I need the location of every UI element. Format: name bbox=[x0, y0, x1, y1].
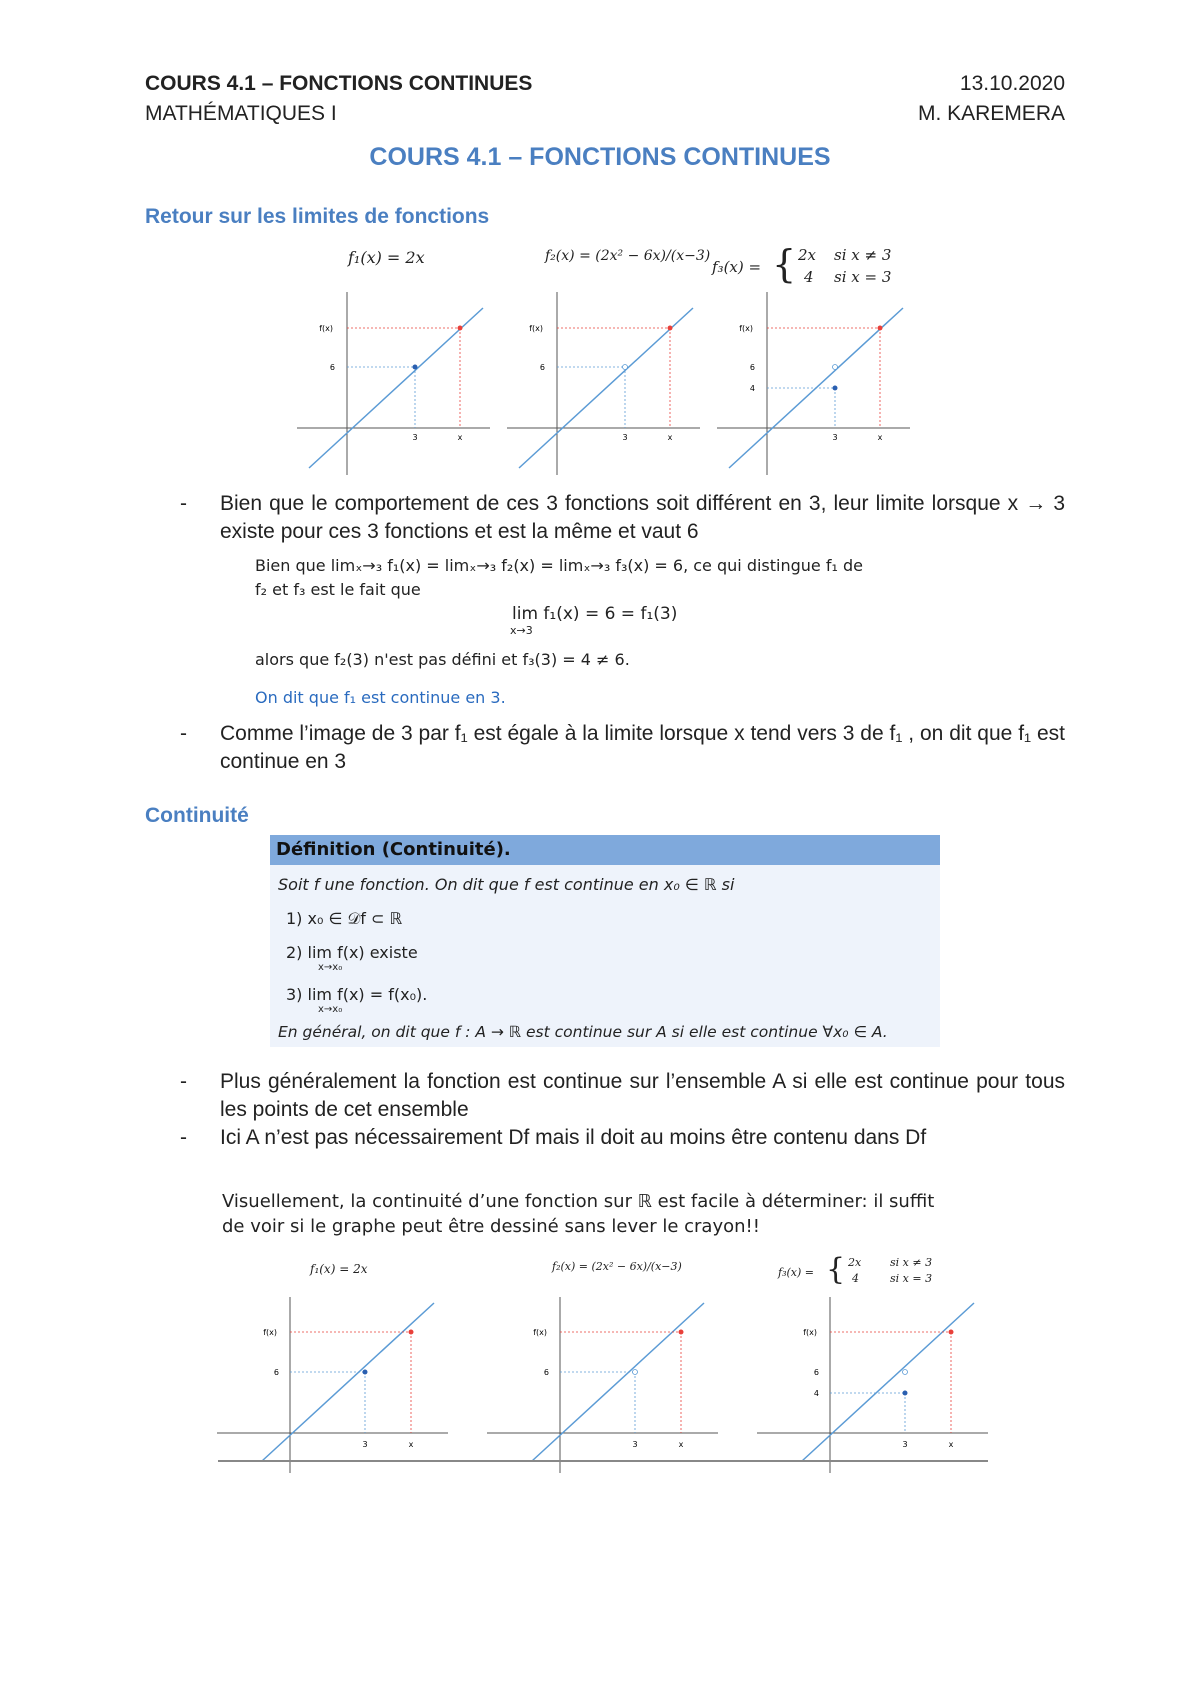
header-course-title: COURS 4.1 – FONCTIONS CONTINUES bbox=[145, 72, 533, 95]
definition-general: En général, on dit que f : A → ℝ est continue sur A si elle est continue ∀x₀ ∈ A. bbox=[278, 1023, 888, 1041]
svg-text:x: x bbox=[408, 1440, 414, 1449]
svg-text:f(x): f(x) bbox=[263, 1328, 277, 1337]
red-point bbox=[668, 326, 673, 331]
svg-text:4: 4 bbox=[813, 1389, 819, 1398]
page-title: COURS 4.1 – FONCTIONS CONTINUES bbox=[369, 143, 831, 171]
definition-intro: Soit f une fonction. On dit que f est continue en x₀ ∈ ℝ si bbox=[278, 875, 735, 894]
document-page: COURS 4.1 – FONCTIONS CONTINUES 13.10.2020 MATHÉMATIQUES I M. KAREMERA COURS 4.1 – FONCTIONS CONTINUES Retour sur les limites de fonctions f₁(x) = 2x f₂(x) = (2x² − 6x)/(x−3) f₃(x) = { 2x si x ≠ 3 4 si x = 3 f(x) 6 3 x f(x) 6 3 x f(x) 6 4 3 x - Bien que le comportement de ces 3 fonctions soit différent en 3, leur limite lorsque x → 3 existe pour ces 3 fonctions et est la même et vaut 6 Bien que limₓ→₃ f₁(x) = limₓ→₃ f₂(x) = limₓ→₃ f₃(x) = 6, ce qui distingue f₁ de f₂ et f₃ est le fait que lim f₁(x) = 6 = f₁(3) x→3 alors que f₂(3) n'est pas défini et f₃(3) = 4 ≠ 6. On dit que f₁ est continue en 3. - Comme l’image de 3 par f₁ est égale à la limite lorsque x tend vers 3 de f₁ , on dit que f₁ est continue en 3 Continuité Définition (Continuité). Soit f une fonction. On dit que f est continue en x₀ ∈ ℝ si 1) x₀ ∈ 𝒟f ⊂ ℝ 2) lim f(x) existe x→x₀ 3) lim f(x) = f(x₀). x→x₀ En général, on dit que f : A → ℝ est continue sur A si elle est continue ∀x₀ ∈ A. - Plus généralement la fonction est continue sur l’ensemble A si elle est continue pour tous les points de cet ensemble - Ici A n’est pas nécessairement Df mais il doit au moins être contenu dans Df Visuellement, la continuité d’une fonction sur ℝ est facile à déterminer: il suffit de voir si le graphe peut être dessiné sans lever le crayon!! f₁(x) = 2x f₂(x) = (2x² − 6x)/(x−3) f₃(x) = { 2x si x ≠ 3 4 si x = 3 f(x) 6 3 x f(x) 6 3 x f(x) 6 4 3 x bbox=[0, 0, 1200, 1698]
definition-item-3: 3) lim f(x) = f(x₀). x→x₀ bbox=[286, 985, 428, 1015]
bullet-1-text: Bien que le comportement de ces 3 fonctions soit différent en 3, leur limite lorsque x → 3 existe pour ces 3 fonctions et est la même et vaut 6 bbox=[220, 492, 1065, 543]
visual-line-1: Visuellement, la continuité d’une fonction sur ℝ est facile à déterminer: il suffit bbox=[222, 1191, 935, 1212]
tick-6: 6 bbox=[539, 363, 545, 372]
definition-item-2: 2) lim f(x) existe x→x₀ bbox=[286, 943, 418, 973]
bullet-1: - Bien que le comportement de ces 3 fonctions soit différent en 3, leur limite lorsque x → 3 existe pour ces 3 fonctions et est la même et vaut 6 bbox=[180, 490, 1065, 546]
section-heading-continuity: Continuité bbox=[145, 804, 249, 827]
svg-text:3: 3 bbox=[902, 1440, 908, 1449]
svg-text:x: x bbox=[678, 1440, 684, 1449]
blue-point bbox=[413, 365, 418, 370]
hole-point bbox=[623, 365, 628, 370]
bullet-4: - Ici A n’est pas nécessairement Df mais il doit au moins être contenu dans Df bbox=[180, 1124, 1065, 1152]
tick-3: 3 bbox=[832, 433, 838, 442]
red-point bbox=[409, 1330, 414, 1335]
f3-cond2: si x = 3 bbox=[834, 268, 892, 286]
f2-label: f₂(x) = (2x² − 6x)/(x−3) bbox=[545, 248, 711, 264]
graph-f1-top bbox=[295, 290, 490, 480]
blue-point bbox=[833, 386, 838, 391]
blue-point bbox=[363, 1370, 368, 1375]
math-center-expr: lim f₁(x) = 6 = f₁(3) bbox=[512, 604, 678, 624]
red-point bbox=[949, 1330, 954, 1335]
function-line bbox=[262, 1303, 434, 1461]
graph-f3-bottom bbox=[755, 1295, 990, 1475]
bullet-2: - Comme l’image de 3 par f₁ est égale à la limite lorsque x tend vers 3 de f₁ , on dit que f₁ est continue en 3 bbox=[180, 720, 1065, 776]
svg-text:f(x): f(x) bbox=[533, 1328, 547, 1337]
tick-fx: f(x) bbox=[319, 324, 333, 333]
bullet-2-text: Comme l’image de 3 par f₁ est égale à la limite lorsque x tend vers 3 de f₁ , on dit que f₁ est continue en 3 bbox=[220, 722, 1065, 773]
f1-label-bottom: f₁(x) = 2x bbox=[310, 1262, 368, 1276]
header-author: M. KAREMERA bbox=[917, 102, 1065, 125]
definition-title: Définition (Continuité). bbox=[270, 835, 940, 865]
tick-3: 3 bbox=[622, 433, 628, 442]
red-point bbox=[679, 1330, 684, 1335]
svg-text:x: x bbox=[948, 1440, 954, 1449]
tick-6: 6 bbox=[749, 363, 755, 372]
header-date: 13.10.2020 bbox=[959, 72, 1065, 95]
hole-point bbox=[903, 1370, 908, 1375]
f3-case1: 2x bbox=[798, 246, 817, 264]
red-point bbox=[458, 326, 463, 331]
tick-4: 4 bbox=[749, 384, 755, 393]
svg-text:f(x): f(x) bbox=[803, 1328, 817, 1337]
graph-f1-bottom bbox=[215, 1295, 450, 1475]
math-line-1: Bien que limₓ→₃ f₁(x) = limₓ→₃ f₂(x) = limₓ→₃ f₃(x) = 6, ce qui distingue f₁ de bbox=[255, 556, 863, 575]
header-subject: MATHÉMATIQUES I bbox=[145, 102, 337, 125]
blue-point bbox=[903, 1391, 908, 1396]
svg-text:6: 6 bbox=[543, 1368, 549, 1377]
f3-case2: 4 bbox=[804, 268, 814, 286]
graph-f2-bottom bbox=[485, 1295, 720, 1475]
tick-fx: f(x) bbox=[739, 324, 753, 333]
definition-box bbox=[270, 835, 940, 1047]
bullet-3: - Plus généralement la fonction est continue sur l’ensemble A si elle est continue pour tous les points de cet ensemble bbox=[180, 1068, 1065, 1124]
tick-fx: f(x) bbox=[529, 324, 543, 333]
tick-6: 6 bbox=[329, 363, 335, 372]
hole-point bbox=[633, 1370, 638, 1375]
f1-label: f₁(x) = 2x bbox=[348, 248, 425, 267]
graph-f2-top bbox=[505, 290, 700, 480]
svg-text:6: 6 bbox=[273, 1368, 279, 1377]
red-point bbox=[878, 326, 883, 331]
function-line bbox=[519, 308, 693, 468]
function-line bbox=[802, 1303, 974, 1461]
tick-x: x bbox=[457, 433, 463, 442]
bullet-3-text: Plus généralement la fonction est continue sur l’ensemble A si elle est continue pour tous les points de cet ensemble bbox=[220, 1070, 1065, 1121]
math-line-3: alors que f₂(3) n'est pas défini et f₃(3) = 4 ≠ 6. bbox=[255, 650, 630, 669]
visual-line-2: de voir si le graphe peut être dessiné sans lever le crayon!! bbox=[222, 1216, 760, 1237]
svg-text:3: 3 bbox=[362, 1440, 368, 1449]
function-line bbox=[309, 308, 483, 468]
tick-3: 3 bbox=[412, 433, 418, 442]
graph-f3-top bbox=[715, 290, 910, 480]
f2-label-bottom: f₂(x) = (2x² − 6x)/(x−3) bbox=[552, 1260, 682, 1273]
f3-cond1: si x ≠ 3 bbox=[834, 246, 892, 264]
math-center bbox=[512, 604, 677, 637]
tick-x: x bbox=[667, 433, 673, 442]
section-heading-limits: Retour sur les limites de fonctions bbox=[145, 205, 490, 228]
math-line-2: f₂ et f₃ est le fait que bbox=[255, 580, 421, 599]
definition-item-1: 1) x₀ ∈ 𝒟f ⊂ ℝ bbox=[286, 909, 403, 928]
svg-text:6: 6 bbox=[813, 1368, 819, 1377]
math-center-sub: x→3 bbox=[510, 624, 533, 637]
tick-x: x bbox=[877, 433, 883, 442]
svg-text:3: 3 bbox=[632, 1440, 638, 1449]
bottom-divider bbox=[218, 1460, 988, 1462]
bullet-4-text: Ici A n’est pas nécessairement Df mais il doit au moins être contenu dans Df bbox=[220, 1126, 927, 1149]
function-line bbox=[532, 1303, 704, 1461]
math-line-4: On dit que f₁ est continue en 3. bbox=[255, 688, 506, 707]
hole-point bbox=[833, 365, 838, 370]
